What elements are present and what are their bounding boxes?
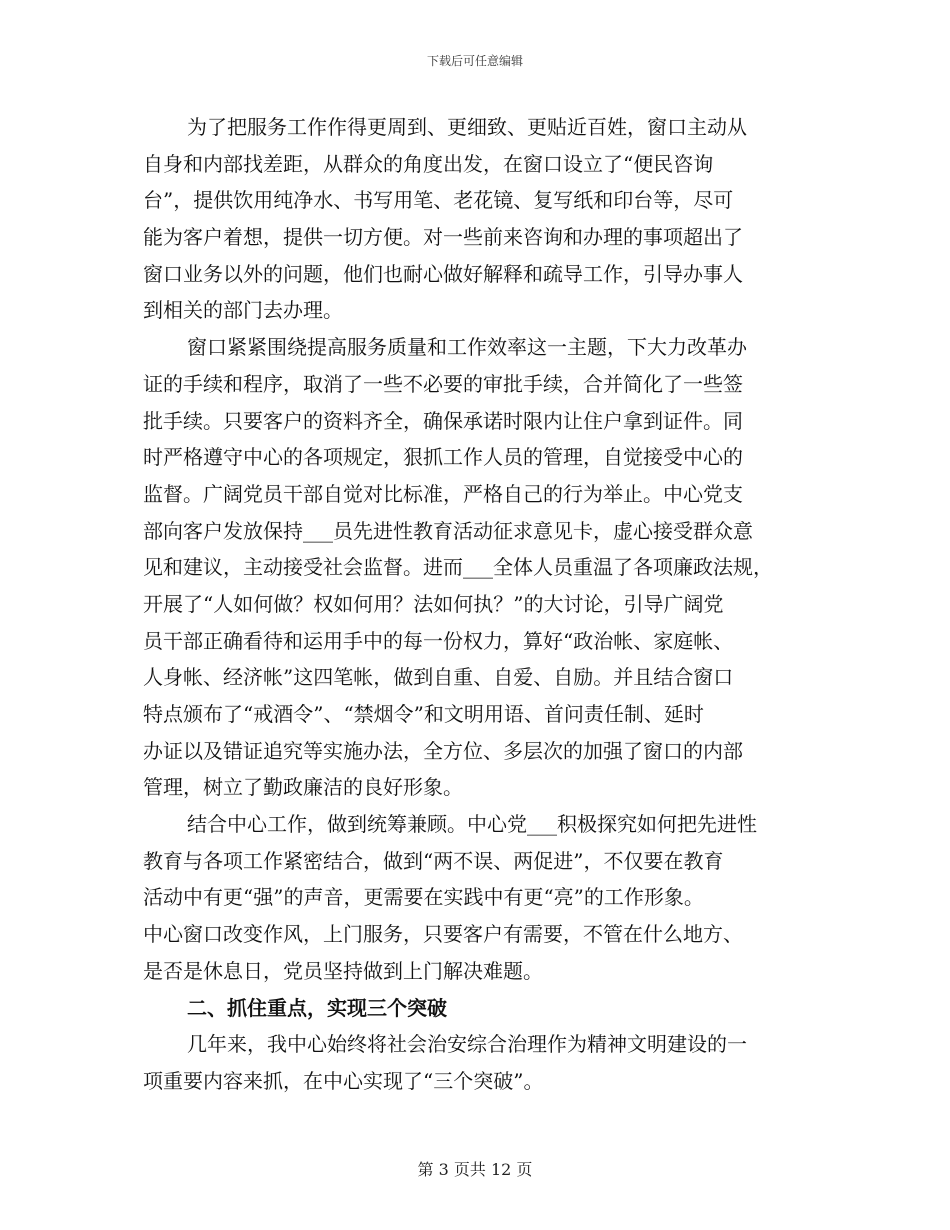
- text-line: 管理，树立了勤政廉洁的良好形象。: [143, 775, 463, 800]
- text-line: 窗口业务以外的问题，他们也耐心做好解释和疏导工作，引导办事人: [143, 261, 743, 286]
- section-heading: 二、抓住重点，实现三个突破: [187, 995, 447, 1020]
- text-line: 监督。广阔党员干部自觉对比标准，严格自己的行为举止。中心党支: [143, 481, 743, 506]
- text-line: 项重要内容来抓，在中心实现了“三个突破”。: [143, 1068, 544, 1093]
- text-line: 台”，提供饮用纯净水、书写用笔、老花镜、复写纸和印台等，尽可: [143, 188, 734, 213]
- text-line: 几年来，我中心始终将社会治安综合治理作为精神文明建设的一: [187, 1032, 747, 1057]
- text-line: 证的手续和程序，取消了一些不必要的审批手续，合并简化了一些签: [143, 371, 743, 396]
- text-line: 中心窗口改变作风，上门服务，只要客户有需要，不管在什么地方、: [143, 922, 743, 947]
- page-footer: 第 3 页共 12 页: [417, 1160, 533, 1179]
- text-line: 见和建议，主动接受社会监督。进而___全体人员重温了各项廉政法规，: [143, 555, 773, 580]
- page-header: 下载后可任意编辑: [426, 54, 523, 68]
- text-line: 活动中有更“强”的声音，更需要在实践中有更“亮”的工作形象。: [143, 885, 704, 910]
- text-line: 教育与各项工作紧密结合，做到“两不误、两促进”，不仅要在教育: [143, 848, 724, 873]
- text-line: 为了把服务工作作得更周到、更细致、更贴近百姓，窗口主动从: [187, 115, 747, 139]
- text-line: 特点颁布了“戒酒令”、“禁烟令”和文明用语、首问责任制、延时: [143, 702, 704, 726]
- text-line: 批手续。只要客户的资料齐全，确保承诺时限内让住户拿到证件。同: [143, 408, 743, 433]
- text-line: 人身帐、经济帐”这四笔帐，做到自重、自爱、自励。并且结合窗口: [143, 665, 734, 690]
- text-line: 结合中心工作，做到统筹兼顾。中心党___积极探究如何把先进性: [187, 812, 757, 837]
- text-line: 到相关的部门去办理。: [143, 298, 343, 323]
- text-line: 能为客户着想，提供一切方便。对一些前来咨询和办理的事项超出了: [143, 225, 743, 250]
- text-line: 自身和内部找差距，从群众的角度出发，在窗口设立了“便民咨询: [143, 151, 714, 176]
- text-line: 开展了“人如何做？权如何用？法如何执？”的大讨论，引导广阔党: [143, 591, 724, 616]
- text-line: 办证以及错证追究等实施办法，全方位、多层次的加强了窗口的内部: [143, 738, 743, 763]
- text-line: 员干部正确看待和运用手中的每一份权力，算好“政治帐、家庭帐、: [143, 628, 734, 653]
- text-line: 时严格遵守中心的各项规定，狠抓工作人员的管理，自觉接受中心的: [143, 445, 743, 470]
- text-line: 部向客户发放保持___员先进性教育活动征求意见卡，虚心接受群众意: [143, 518, 753, 543]
- text-line: 窗口紧紧围绕提高服务质量和工作效率这一主题，下大力改革办: [187, 335, 747, 360]
- text-line: 是否是休息日，党员坚持做到上门解决难题。: [143, 958, 543, 983]
- document-body: [143, 109, 813, 1100]
